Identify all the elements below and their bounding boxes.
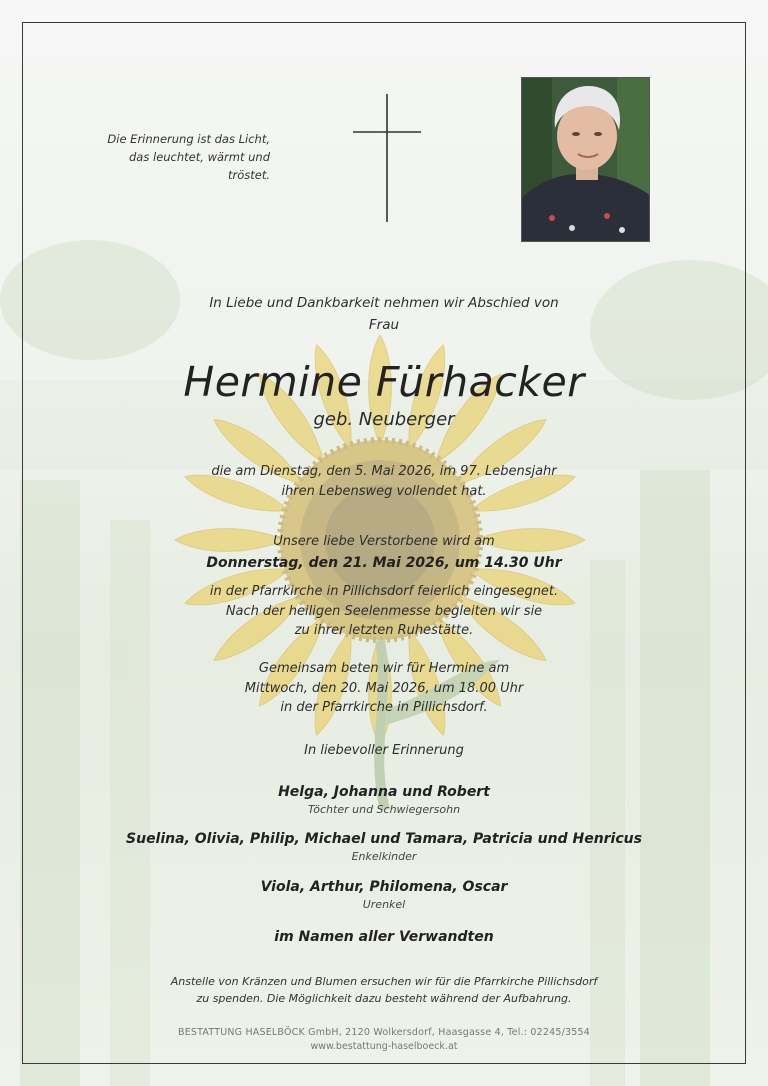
request-line-2: zu spenden. Die Möglichkeit dazu besteht während der Aufbahrung. bbox=[196, 992, 572, 1005]
family-role-great-grandchildren: Urenkel bbox=[362, 898, 406, 911]
intro-line-1: In Liebe und Dankbarkeit nehmen wir Abschied von bbox=[209, 295, 559, 311]
memorial-quote bbox=[95, 130, 270, 184]
family-names-great-grandchildren: Viola, Arthur, Philomena, Oscar bbox=[260, 879, 508, 895]
funeral-line-2: Nach der heiligen Seelenmesse begleiten wir sie bbox=[225, 603, 543, 619]
death-notice-line-2: ihren Lebensweg vollendet hat. bbox=[281, 483, 487, 499]
prayer-line-1: Gemeinsam beten wir für Hermine am bbox=[258, 661, 510, 676]
donation-request bbox=[0, 973, 768, 1007]
cross-icon bbox=[350, 94, 424, 222]
quote-line-1: Die Erinnerung ist das Licht, bbox=[107, 132, 270, 146]
deceased-name: Hermine Fürhacker bbox=[183, 358, 585, 406]
request-line-1: Anstelle von Kränzen und Blumen ersuchen wir für die Pfarrkirche Pillichsdorf bbox=[170, 975, 598, 988]
funeral-date: Donnerstag, den 21. Mai 2026, um 14.30 Uhr bbox=[206, 555, 562, 571]
memory-label: In liebevoller Erinnerung bbox=[304, 743, 464, 758]
footer-website[interactable]: www.bestattung-haselboeck.at bbox=[310, 1041, 458, 1052]
intro-line-2: Frau bbox=[368, 317, 400, 333]
family-role-daughters: Töchter und Schwiegersohn bbox=[307, 803, 461, 816]
family-role-grandchildren: Enkelkinder bbox=[351, 850, 417, 863]
all-relatives: im Namen aller Verwandten bbox=[274, 929, 494, 945]
intro-text bbox=[0, 292, 768, 336]
death-notice-line-1: die am Dienstag, den 5. Mai 2026, im 97. Lebensjahr bbox=[211, 464, 557, 479]
funeral-intro: Unsere liebe Verstorbene wird am bbox=[273, 534, 495, 549]
prayer-line-2: Mittwoch, den 20. Mai 2026, um 18.00 Uhr bbox=[244, 680, 524, 696]
family-names-daughters: Helga, Johanna und Robert bbox=[278, 784, 490, 800]
quote-line-2: das leuchtet, wärmt und tröstet. bbox=[129, 150, 270, 182]
family-names-grandchildren: Suelina, Olivia, Philip, Michael und Tamara, Patricia und Henricus bbox=[126, 831, 642, 847]
prayer-details bbox=[0, 659, 768, 718]
funeral-line-3: zu ihrer letzten Ruhestätte. bbox=[294, 623, 474, 638]
funeral-line-1: in der Pfarrkirche in Pillichsdorf feierlich eingesegnet. bbox=[209, 584, 559, 599]
footer-company: BESTATTUNG HASELBÖCK GmbH, 2120 Wolkersdorf, Haasgasse 4, Tel.: 02245/3554 bbox=[178, 1027, 590, 1038]
death-notice bbox=[0, 462, 768, 501]
prayer-line-3: in der Pfarrkirche in Pillichsdorf. bbox=[280, 700, 488, 715]
funeral-details bbox=[0, 582, 768, 641]
portrait-photo bbox=[521, 77, 650, 242]
birth-name: geb. Neuberger bbox=[313, 409, 455, 430]
